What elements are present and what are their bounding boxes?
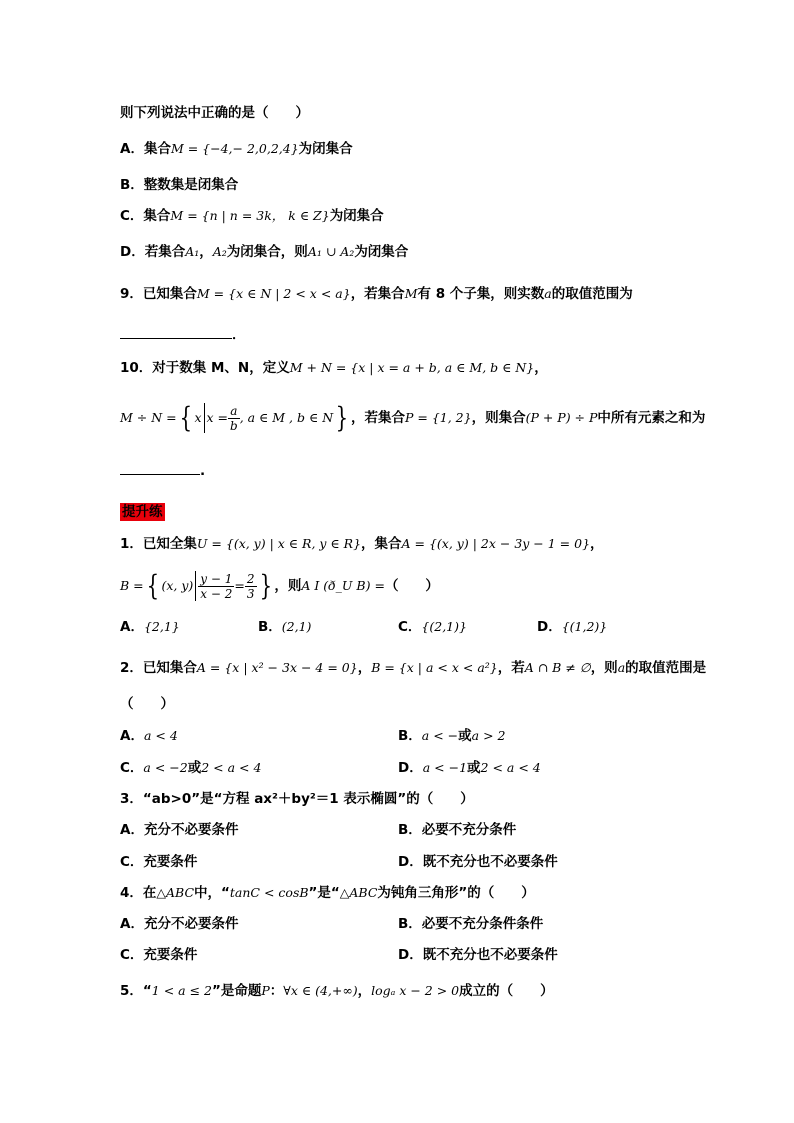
p2-math-a2: a xyxy=(617,660,626,675)
p1-frac-den: x − 2 xyxy=(200,586,233,601)
q10-blank xyxy=(120,460,200,475)
p1-paren: （ ） xyxy=(384,578,439,594)
q8-d-math1: A₁ xyxy=(185,244,200,259)
p1-eq: = xyxy=(234,578,245,593)
p4-stem xyxy=(120,883,535,903)
q8-c-math: M = {n | n = 3k， k ∈ Z} xyxy=(170,208,330,223)
right-brace-icon: } xyxy=(259,569,272,602)
p1-option-c xyxy=(398,617,467,637)
q9-stem xyxy=(120,284,633,304)
right-brace-icon: } xyxy=(335,401,349,434)
p1-fraction-2 xyxy=(245,572,257,601)
p2-math-b: B = {x | a < x < a²} xyxy=(371,660,498,675)
p2-d-or: 或 xyxy=(467,760,481,776)
p2-paren: （ ） xyxy=(120,696,174,712)
p2-a-label: A． xyxy=(120,728,144,744)
p4-tail: 为钝角三角形”的（ ） xyxy=(377,885,535,901)
p2-c-label: C． xyxy=(120,760,144,776)
q10-end: . xyxy=(200,463,206,479)
p1-d-label: D． xyxy=(537,619,562,635)
q10-mid: ，若集合 xyxy=(350,410,405,426)
p2-option-b xyxy=(398,726,505,746)
left-brace-icon: { xyxy=(146,569,159,602)
q9-mid1: ，若集合 xyxy=(350,286,405,302)
q8-a-tail: 为闭集合 xyxy=(298,141,353,157)
q10-math-pp: (P + P) ÷ P xyxy=(525,410,598,425)
p3-option-c: C．充要条件 xyxy=(120,854,198,870)
q10-comma: ， xyxy=(534,360,548,376)
q10-math2-xeq: x = xyxy=(206,410,228,425)
p2-mid2: ，若 xyxy=(497,660,525,676)
p1-stem xyxy=(120,534,604,554)
section-header xyxy=(120,502,165,522)
q8-a-math: M = {−4,− 2,0,2,4} xyxy=(170,141,299,156)
p1-c-label: C． xyxy=(398,619,422,635)
p1-math-expr: A I (ð_U B) = xyxy=(301,578,385,593)
p4-option-c: C．充要条件 xyxy=(120,947,198,963)
p1-b-label: B． xyxy=(258,619,282,635)
section-badge: 提升练 xyxy=(122,504,163,520)
q9-answer-line xyxy=(120,324,246,345)
p4-mid: 中，“ xyxy=(194,885,230,901)
p2-tail: 的取值范围是 xyxy=(625,660,707,676)
p4-math1: △ABC xyxy=(156,885,195,900)
p5-mid3: ， xyxy=(357,983,372,999)
p2-option-c xyxy=(120,758,261,778)
p1-mid: ，集合 xyxy=(361,536,402,552)
p2-b-math: a < − xyxy=(421,728,459,743)
p1-frac2-den: 3 xyxy=(246,586,255,601)
q10-answer-line xyxy=(120,460,205,481)
q10-stem xyxy=(120,358,548,378)
p2-c-math: a < −2 xyxy=(143,760,188,775)
divider-bar xyxy=(204,403,205,433)
p4-math2: tanC < cosB xyxy=(229,885,309,900)
p2-math-cond: A ∩ B ≠ ∅ xyxy=(524,660,591,675)
p2-mid3: ，则 xyxy=(590,660,618,676)
q8-option-b: B．整数集是闭集合 xyxy=(120,177,239,193)
p2-d-math: a < −1 xyxy=(422,760,468,775)
p1-option-d xyxy=(537,617,607,637)
q9-math-a: a xyxy=(544,286,552,301)
p1-fraction-1 xyxy=(198,572,234,601)
p1-math-u: U = {(x, y) | x ∈ R, y ∈ R} xyxy=(196,536,362,551)
p3-option-a: A．充分不必要条件 xyxy=(120,822,239,838)
q10-frac-den: b xyxy=(230,418,238,433)
q10-label: 10．对于数集 M、N，定义 xyxy=(120,360,290,376)
q8-d-math3: A₁ ∪ A₂ xyxy=(307,244,355,259)
p2-d-math2: 2 < a < 4 xyxy=(480,760,541,775)
p5-label: 5．“ xyxy=(120,983,152,999)
divider-bar xyxy=(195,571,196,601)
q9-tail: 的取值范围为 xyxy=(551,286,633,302)
p1-a-math: {2,1} xyxy=(143,619,180,634)
q8-d-math2: A₂ xyxy=(212,244,227,259)
p2-option-d xyxy=(398,758,541,778)
p2-a-math: a < 4 xyxy=(143,728,178,743)
p2-mid: ， xyxy=(357,660,372,676)
q9-blank xyxy=(120,324,232,339)
p4-option-a: A．充分不必要条件 xyxy=(120,916,239,932)
q8-option-a xyxy=(120,139,353,159)
p1-label: 1．已知全集 xyxy=(120,536,197,552)
q10-mid2: ，则集合 xyxy=(471,410,526,426)
p1-end: ， xyxy=(590,536,604,552)
p5-math4: logₐ x − 2 > 0 xyxy=(371,983,460,998)
p4-mid2: ”是“ xyxy=(308,885,340,901)
q10-math2-pre: M ÷ N = xyxy=(120,410,177,425)
p1-option-a xyxy=(120,617,180,637)
p2-stem xyxy=(120,658,706,678)
q8-c-tail: 为闭集合 xyxy=(329,208,384,224)
p1-a-label: A． xyxy=(120,619,144,635)
p4-label: 4．在 xyxy=(120,885,157,901)
q10-fraction xyxy=(228,404,240,433)
q8-option-d xyxy=(120,242,408,262)
p2-b-or: 或 xyxy=(458,728,472,744)
q9-math-m: M xyxy=(404,286,418,301)
q8-d-label: D．若集合 xyxy=(120,244,186,260)
p3-option-b: B．必要不充分条件 xyxy=(398,822,517,838)
q9-math: M = {x ∈ N | 2 < x < a} xyxy=(196,286,351,301)
p5-mid: ”是命题 xyxy=(211,983,262,999)
p5-mid2: ： xyxy=(269,983,284,999)
p2-c-or: 或 xyxy=(187,760,202,776)
p1-frac-num: y − 1 xyxy=(200,571,233,586)
p5-stem xyxy=(120,981,554,1001)
p2-d-label: D． xyxy=(398,760,423,776)
p5-math2: P xyxy=(261,983,270,998)
q8-a-label: A．集合 xyxy=(120,141,171,157)
p5-tail: 成立的（ ） xyxy=(459,983,554,999)
p2-label: 2．已知集合 xyxy=(120,660,197,676)
q10-math-p: P = {1, 2} xyxy=(404,410,472,425)
q8-option-c xyxy=(120,206,384,226)
q8-d-sep: ， xyxy=(199,244,213,260)
p4-option-d: D．既不充分也不必要条件 xyxy=(398,947,558,963)
p1-math-b-xy: (x, y) xyxy=(161,578,194,593)
p1-frac2-num: 2 xyxy=(246,571,255,586)
p2-option-a xyxy=(120,726,178,746)
q10-tail: 中所有元素之和为 xyxy=(597,410,706,426)
p1-b-math: (2,1) xyxy=(281,619,312,634)
p1-d-math: {(1,2)} xyxy=(561,619,608,634)
q10-def2 xyxy=(120,398,705,438)
q10-frac-num: a xyxy=(228,404,240,419)
q10-math2-x: x xyxy=(194,410,202,425)
p4-option-b: B．必要不充分条件条件 xyxy=(398,916,544,932)
p5-math1: 1 < a ≤ 2 xyxy=(151,983,212,998)
p5-math3: ∀x ∈ (4,+∞) xyxy=(283,983,358,998)
p1-mid2: ，则 xyxy=(274,578,302,594)
p2-b-math2: a > 2 xyxy=(471,728,506,743)
q9-mid2: 有 8 个子集，则实数 xyxy=(417,286,545,302)
q8-d-mid: 为闭集合，则 xyxy=(226,244,308,260)
left-brace-icon: { xyxy=(179,401,192,434)
q10-math2-post: , a ∈ M , b ∈ N xyxy=(239,410,334,425)
p3-option-d: D．既不充分也不必要条件 xyxy=(398,854,558,870)
p1-math-a: A = {(x, y) | 2x − 3y − 1 = 0} xyxy=(401,536,591,551)
p2-math-a: A = {x | x² − 3x − 4 = 0} xyxy=(196,660,358,675)
p1-option-b xyxy=(258,617,311,637)
p1-c-math: {(2,1)} xyxy=(421,619,467,634)
q9-label: 9．已知集合 xyxy=(120,286,197,302)
p1-set-b xyxy=(120,566,439,606)
p2-c-math2: 2 < a < 4 xyxy=(201,760,262,775)
q8-c-label: C．集合 xyxy=(120,208,171,224)
p2-b-label: B． xyxy=(398,728,422,744)
p1-math-b-pre: B = xyxy=(120,578,144,593)
p3-stem: 3．“ab>0”是“方程 ax²＋by²＝1 表示椭圆”的（ ） xyxy=(120,791,474,807)
q10-math1: M + N = {x | x = a + b, a ∈ M, b ∈ N} xyxy=(289,360,535,375)
q9-end: ． xyxy=(232,327,246,343)
p4-math3: △ABC xyxy=(339,885,378,900)
q8-d-tail: 为闭集合 xyxy=(354,244,409,260)
intro: 则下列说法中正确的是（ ） xyxy=(120,105,309,121)
